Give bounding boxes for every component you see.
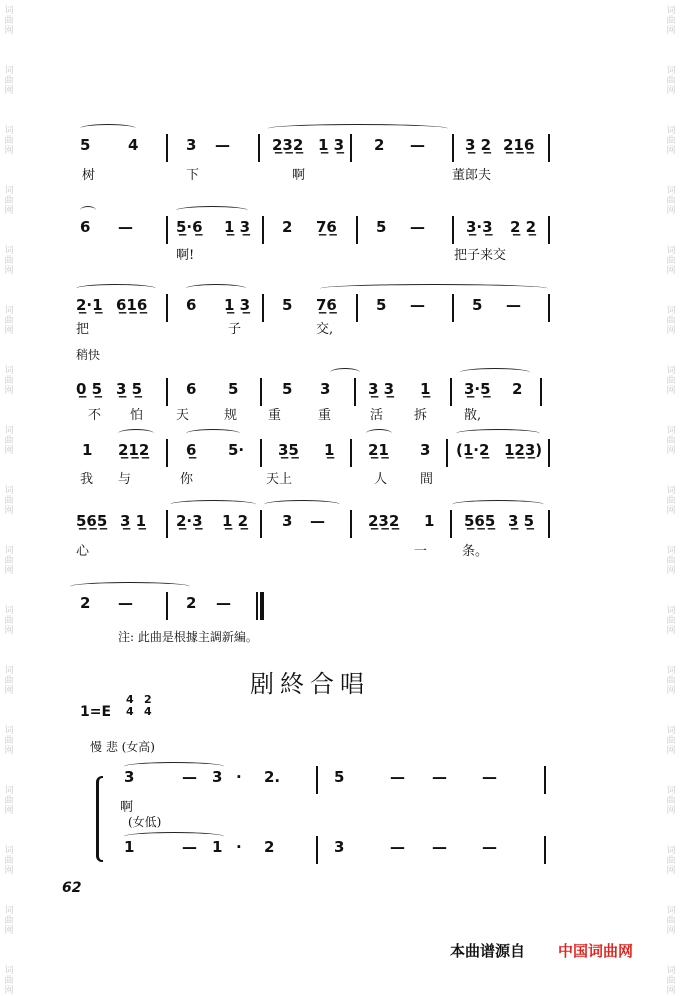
jianpu-note: 3̲ 5̲ [508,512,535,530]
jianpu-note: 6̲1̲6̲ [116,296,148,314]
jianpu-note: — [410,218,425,236]
watermark-text: 词 曲 网 [4,666,14,696]
slur-arc [264,500,340,509]
lyric-syllable: 条。 [462,544,489,559]
jianpu-note: 5 [282,380,293,398]
final-bar-line [260,592,263,620]
watermark-text: 词 曲 网 [666,6,676,36]
lyric-syllable: 散, [464,408,482,423]
jianpu-note: 0̲ 5̲ [76,380,103,398]
tempo-mark: 慢 悲 (女高) [90,740,155,754]
time-sig-b-bottom: 4 [144,705,152,718]
lyric-syllable: 与 [118,472,132,487]
bar-line [166,439,168,467]
watermark-text: 词 曲 网 [4,186,14,216]
lyric-syllable: 天 [176,408,190,423]
lyric-syllable: 把子来交 [454,248,507,263]
jianpu-note: 1̲2̲3̲) [504,441,543,459]
time-signature-b [144,694,152,718]
jianpu-note: 3 [420,441,431,459]
alto-note: · [236,838,242,856]
watermark-text: 词 曲 网 [666,186,676,216]
section-title: 剧終合唱 [250,670,370,698]
lyric-syllable: 啊! [176,248,195,263]
slur-arc [70,582,190,591]
bar-line [260,378,262,406]
bar-line [316,766,318,794]
watermark-text: 词 曲 网 [666,666,676,696]
jianpu-note: 3̲·5̲ [464,380,491,398]
soprano-note: — [390,768,405,786]
watermark-text: 词 曲 网 [4,486,14,516]
slur-arc [452,500,544,509]
jianpu-note: 2̲3̲2̲ [368,512,400,530]
lyric-syllable: 规 [224,408,238,423]
jianpu-note: 5̲·6̲ [176,218,203,236]
bar-line [446,439,448,467]
jianpu-note: 5 [472,296,483,314]
watermark-text: 词 曲 网 [666,966,676,996]
jianpu-note: 1̲ [324,441,335,459]
jianpu-note: 3̲·3̲ [466,218,493,236]
jianpu-note: 6 [80,218,91,236]
jianpu-note: — [310,512,325,530]
lyric-syllable: 不 [88,408,102,423]
jianpu-note: 2̲ 2̲ [510,218,537,236]
time-sig-b-top: 2 [144,693,152,706]
jianpu-note: 2 [186,594,197,612]
slur-arc [366,429,392,438]
watermark-text: 词 曲 网 [666,246,676,276]
slur-arc [176,206,248,215]
lyric-syllable: 心 [76,544,90,559]
jianpu-note: 1̲ 3̲ [224,218,251,236]
slur-arc [124,762,224,771]
bar-line [452,216,454,244]
soprano-lyric: 啊 [120,800,134,815]
watermark-text: 词 曲 网 [666,846,676,876]
watermark-text: 词 曲 网 [4,726,14,756]
footer-site-link[interactable]: 中国词曲网 [558,942,634,960]
jianpu-note: 1̲ 3̲ [224,296,251,314]
jianpu-note: 5 [376,218,387,236]
alto-note: — [482,838,497,856]
slur-arc [460,368,530,377]
jianpu-note: 7̲6̲ [316,296,337,314]
lyric-syllable: 啊 [292,168,306,183]
jianpu-note: — [216,594,231,612]
watermark-text: 词 曲 网 [666,606,676,636]
jianpu-note: — [410,136,425,154]
jianpu-note: 5̲6̲5̲ [76,512,108,530]
lyric-syllable: 重 [318,408,332,423]
alto-note: 3 [334,838,345,856]
jianpu-note: 5· [228,441,245,459]
slur-arc [330,368,360,377]
bar-line [356,216,358,244]
watermark-right-column [664,0,678,996]
watermark-text: 词 曲 网 [666,486,676,516]
lyric-syllable: 交, [316,322,334,337]
page-number: 62 [62,880,82,896]
bar-line [450,510,452,538]
jianpu-note: 1 [424,512,435,530]
watermark-text: 词 曲 网 [4,966,14,996]
jianpu-note: 6̲ [186,441,197,459]
alto-note: — [182,838,197,856]
bar-line [544,766,546,794]
bar-line [548,439,550,467]
lyric-syllable: 拆 [414,408,428,423]
bar-line [548,216,550,244]
watermark-text: 词 曲 网 [666,546,676,576]
watermark-text: 词 曲 网 [4,6,14,36]
bar-line [548,510,550,538]
jianpu-note: (1̲·2̲ [456,441,490,459]
jianpu-note: 3̲5̲ [278,441,299,459]
time-signature-a [126,694,134,718]
watermark-text: 词 曲 网 [666,726,676,756]
bar-line [262,216,264,244]
alto-note: 1 [124,838,135,856]
system-bracket [96,776,103,862]
jianpu-note: 6 [186,380,197,398]
bar-line [548,134,550,162]
bar-line [544,836,546,864]
alto-note: — [432,838,447,856]
watermark-text: 词 曲 网 [4,426,14,456]
bar-line [166,216,168,244]
slur-arc [80,124,136,133]
watermark-text: 词 曲 网 [666,126,676,156]
lyric-syllable: 把 [76,322,90,337]
lyric-syllable: 树 [82,168,96,183]
bar-line [166,510,168,538]
jianpu-note: — [410,296,425,314]
jianpu-note: 1̲ [420,380,431,398]
jianpu-note: 3̲ 2̲ [465,136,492,154]
time-sig-a-top: 4 [126,693,134,706]
bar-line [256,592,258,620]
tempo-change-mark: 稍快 [76,348,101,362]
jianpu-note: 2̲3̲2̲ [272,136,304,154]
soprano-note: — [432,768,447,786]
bar-line [356,294,358,322]
bar-line [452,134,454,162]
watermark-text: 词 曲 网 [666,906,676,936]
soprano-note: 3 [124,768,135,786]
bar-line [166,378,168,406]
bar-line [262,294,264,322]
jianpu-note: 2 [80,594,91,612]
jianpu-note: — [118,594,133,612]
alto-note: — [390,838,405,856]
jianpu-note: 2 [512,380,523,398]
jianpu-note: 3 [282,512,293,530]
soprano-note: 3 [212,768,223,786]
alto-label: (女低) [128,815,162,829]
alto-note: 2 [264,838,275,856]
watermark-text: 词 曲 网 [666,786,676,816]
jianpu-note: — [215,136,230,154]
jianpu-note: 1̲ 3̲ [318,136,345,154]
bar-line [548,294,550,322]
jianpu-note: 5̲6̲5̲ [464,512,496,530]
jianpu-note: 3̲ 1̲ [120,512,147,530]
watermark-text: 词 曲 网 [4,246,14,276]
bar-line [452,294,454,322]
time-sig-a-bottom: 4 [126,705,134,718]
bar-line [166,294,168,322]
watermark-text: 词 曲 网 [666,66,676,96]
jianpu-note: — [118,218,133,236]
soprano-note: 5 [334,768,345,786]
lyric-syllable: 間 [420,472,434,487]
jianpu-note: 6 [186,296,197,314]
lyric-syllable: 怕 [130,408,144,423]
jianpu-note: — [506,296,521,314]
score-row [0,214,537,248]
bar-line [350,439,352,467]
slur-arc [80,206,96,215]
score-row [0,376,532,410]
score-row [0,508,535,542]
soprano-note: 2. [264,768,281,786]
watermark-text: 词 曲 网 [4,846,14,876]
watermark-text: 词 曲 网 [4,606,14,636]
slur-arc [320,284,548,293]
watermark-text: 词 曲 网 [4,366,14,396]
slur-arc [456,429,540,438]
jianpu-note: 5 [376,296,387,314]
bar-line [354,378,356,406]
watermark-text: 词 曲 网 [4,306,14,336]
jianpu-note: 2̲1̲ [368,441,389,459]
score-row [0,590,532,624]
jianpu-note: 3̲ 3̲ [368,380,395,398]
bar-line [260,510,262,538]
slur-arc [186,429,240,438]
lyric-syllable: 重 [268,408,282,423]
jianpu-note: 1̲ 2̲ [222,512,249,530]
lyric-syllable: 人 [374,472,388,487]
lyric-syllable: 子 [228,322,242,337]
footnote: 注: 此曲是根據主調新編。 [118,630,258,644]
soprano-note: · [236,768,242,786]
bar-line [258,134,260,162]
watermark-text: 词 曲 网 [4,546,14,576]
jianpu-note: 2 [282,218,293,236]
lyric-syllable: 董郎夫 [452,168,492,183]
lyric-syllable: 下 [186,168,200,183]
lyric-syllable: 天上 [266,472,293,487]
watermark-text: 词 曲 网 [4,906,14,936]
watermark-text: 词 曲 网 [4,786,14,816]
jianpu-note: 3 [186,136,197,154]
jianpu-note: 1 [82,441,93,459]
bar-line [450,378,452,406]
bar-line [166,134,168,162]
slur-arc [118,429,154,438]
lyric-syllable: 活 [370,408,384,423]
jianpu-note: 2̲·1̲ [76,296,103,314]
jianpu-note: 2̲1̲6̲ [503,136,535,154]
watermark-text: 词 曲 网 [4,66,14,96]
watermark-text: 词 曲 网 [4,126,14,156]
bar-line [166,592,168,620]
jianpu-note: 7̲6̲ [316,218,337,236]
bar-line [540,378,542,406]
bar-line [316,836,318,864]
watermark-text: 词 曲 网 [666,306,676,336]
bar-line [350,134,352,162]
slur-arc [186,284,246,293]
score-row [0,132,535,166]
slur-arc [170,500,256,509]
slur-arc [268,124,448,133]
jianpu-note: 2̲·3̲ [176,512,203,530]
soprano-note: — [482,768,497,786]
jianpu-note: 2̲1̲2̲ [118,441,150,459]
lyric-syllable: 我 [80,472,94,487]
jianpu-note: 5 [282,296,293,314]
watermark-text: 词 曲 网 [666,426,676,456]
jianpu-note: 4 [128,136,139,154]
score-row [0,437,543,471]
lyric-syllable: 你 [180,472,194,487]
jianpu-note: 3̲ 5̲ [116,380,143,398]
bar-line [260,439,262,467]
bar-line [350,510,352,538]
footer-source-label: 本曲谱源自 [450,942,526,960]
slur-arc [124,832,224,841]
soprano-note: — [182,768,197,786]
lyric-syllable: 一 [414,544,428,559]
jianpu-note: 5 [228,380,239,398]
key-signature: 1=E [80,704,112,720]
jianpu-note: 3 [320,380,331,398]
alto-note: 1 [212,838,223,856]
slur-arc [76,284,156,293]
jianpu-note: 5 [80,136,91,154]
jianpu-note: 2 [374,136,385,154]
watermark-text: 词 曲 网 [666,366,676,396]
